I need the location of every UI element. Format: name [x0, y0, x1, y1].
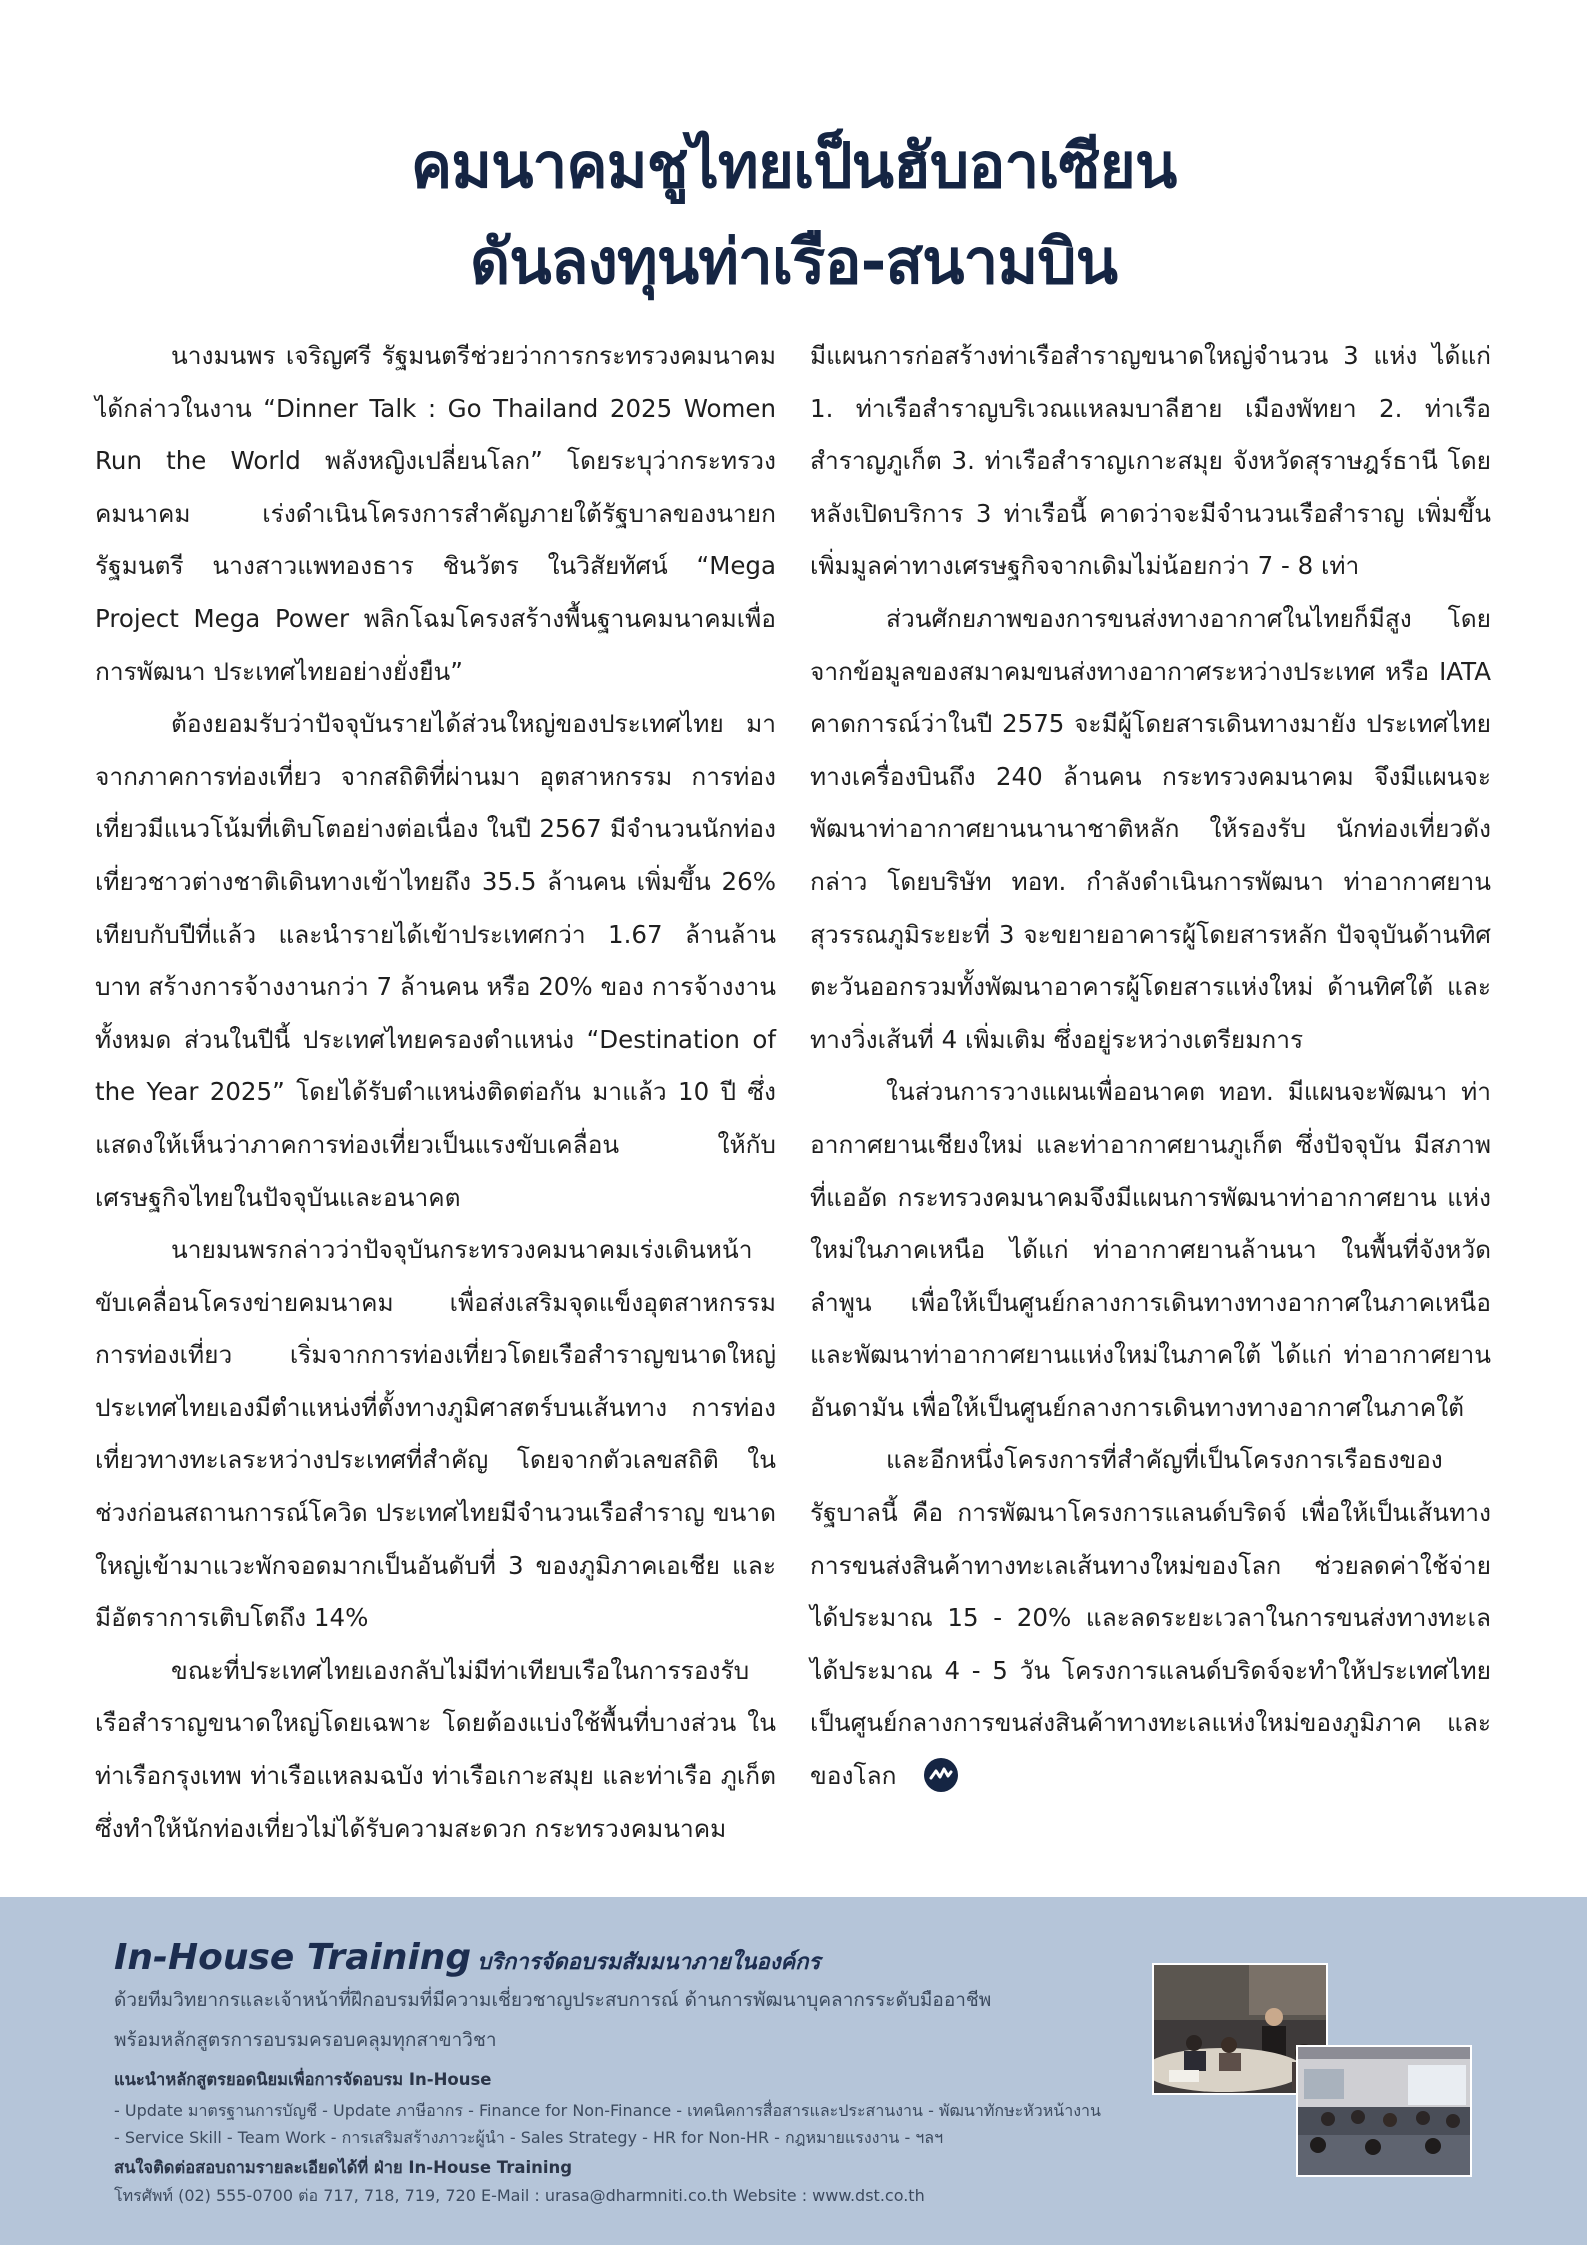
paragraph: มีแผนการก่อสร้างท่าเรือสำราญขนาดใหญ่จำนวน 3 แห่ง ได้แก่ 1. ท่าเรือสำราญบริเวณแหลมบาลีฮาย เมืองพัทยา 2. ท่าเรือ สำราญภูเก็ต 3. ท่าเรือสำราญเกาะสมุย จังหวัดสุราษฎร์ธานี โดยหลังเปิดบริการ 3 ท่าเรือนี้ คาดว่าจะมีจำนวนเรือสำราญ เพิ่มขึ้น เพิ่มมูลค่าทางเศรษฐกิจจากเดิมไม่น้อยกว่า 7 - 8 เท่า [810, 341, 1491, 581]
ad-line-1: ด้วยทีมวิทยากรและเจ้าหน้าที่ฝึกอบรมที่มีความเชี่ยวชาญประสบการณ์ ด้านการพัฒนาบุคลากรระดับมืออาชีพ [114, 1989, 992, 2011]
paragraph: นายมนพรกล่าวว่าปัจจุบันกระทรวงคมนาคมเร่งเดินหน้า ขับเคลื่อนโครงข่ายคมนาคม เพื่อส่งเสริมจุดแข็งอุตสาหกรรม การท่องเที่ยว เริ่มจากการท่องเที่ยวโดยเรือสำราญขนาดใหญ่ ประเทศไทยเองมีตำแหน่งที่ตั้งทางภูมิศาสตร์บนเส้นทาง การท่องเที่ยวทางทะเลระหว่างประเทศที่สำคัญ โดยจากตัวเลขสถิติ ในช่วงก่อนสถานการณ์โควิด ประเทศไทยมีจำนวนเรือสำราญ ขนาดใหญ่เข้ามาแวะพักจอดมากเป็นอันดับที่ 3 ของภูมิภาคเอเชีย และมีอัตราการเติบโตถึง 14% [95, 1235, 776, 1633]
ad-contact-info: โทรศัพท์ (02) 555-0700 ต่อ 717, 718, 719, 720 E-Mail : urasa@dharmniti.co.th Website : www.dst.co.th [114, 2186, 925, 2205]
ad-line-2: พร้อมหลักสูตรการอบรมครอบคลุมทุกสาขาวิชา [114, 2029, 497, 2051]
ad-brand: In-House Training [114, 1937, 472, 1978]
paragraph: ในส่วนการวางแผนเพื่ออนาคต ทอท. มีแผนจะพัฒนา ท่าอากาศยานเชียงใหม่ และท่าอากาศยานภูเก็ต ซึ่งปัจจุบัน มีสภาพที่แออัด กระทรวงคมนาคมจึงมีแผนการพัฒนาท่าอากาศยาน แห่งใหม่ในภาคเหนือ ได้แก่ ท่าอากาศยานล้านนา ในพื้นที่จังหวัด ลำพูน เพื่อให้เป็นศูนย์กลางการเดินทางทางอากาศในภาคเหนือ และพัฒนาท่าอากาศยานแห่งใหม่ในภาคใต้ ได้แก่ ท่าอากาศยาน อันดามัน เพื่อให้เป็นศูนย์กลางการเดินทางทางอากาศในภาคใต้ [810, 1077, 1491, 1422]
article-title [0, 118, 1587, 310]
paragraph: ต้องยอมรับว่าปัจจุบันรายได้ส่วนใหญ่ของประเทศไทย มาจากภาคการท่องเที่ยว จากสถิติที่ผ่านมา อุตสาหกรรม การท่องเที่ยวมีแนวโน้มที่เติบโตอย่างต่อเนื่อง ในปี 2567 มีจำนวนนักท่องเที่ยวชาวต่างชาติเดินทางเข้าไทยถึง 35.5 ล้านคน เพิ่มขึ้น 26% เทียบกับปีที่แล้ว และนำรายได้เข้าประเทศกว่า 1.67 ล้านล้านบาท สร้างการจ้างงานกว่า 7 ล้านคน หรือ 20% ของ การจ้างงานทั้งหมด ส่วนในปีนี้ ประเทศไทยครองตำแหน่ง “Destination of the Year 2025” โดยได้รับตำแหน่งติดต่อกัน มาแล้ว 10 ปี ซึ่งแสดงให้เห็นว่าภาคการท่องเที่ยวเป็นแรงขับเคลื่อน ให้กับเศรษฐกิจไทยในปัจจุบันและอนาคต [95, 709, 776, 1212]
ad-course-list-1: - Update มาตรฐานการบัญชี - Update ภาษีอากร - Finance for Non-Finance - เทคนิคการสื่อสารและประสานงาน - พัฒนาทักษะหัวหน้างาน [114, 2101, 1101, 2120]
seminar-room-photo [1296, 2045, 1472, 2177]
magazine-end-logo-icon [924, 1758, 958, 1792]
ad-course-list-2: - Service Skill - Team Work - การเสริมสร้างภาวะผู้นำ - Sales Strategy - HR for Non-HR - กฎหมายแรงงาน - ฯลฯ [114, 2128, 944, 2147]
ad-title [114, 1937, 820, 1979]
article-title-line-2: ดันลงทุนท่าเรือ-สนามบิน [470, 225, 1117, 298]
ad-brand-subtitle: บริการจัดอบรมสัมมนาภายในองค์กร [477, 1950, 821, 1975]
ad-contact-heading: สนใจติดต่อสอบถามรายละเอียดได้ที่ ฝ่าย In-House Training [114, 2158, 573, 2177]
right-column [810, 330, 1491, 1855]
paragraph-text: และอีกหนึ่งโครงการที่สำคัญที่เป็นโครงการเรือธงของ รัฐบาลนี้ คือ การพัฒนาโครงการแลนด์บริดจ์ เพื่อให้เป็นเส้นทาง การขนส่งสินค้าทางทะเลเส้นทางใหม่ของโลก ช่วยลดค่าใช้จ่าย ได้ประมาณ 15 - 20% และลดระยะเวลาในการขนส่งทางทะเล ได้ประมาณ 4 - 5 วัน โครงการแลนด์บริดจ์จะทำให้ประเทศไทย เป็นศูนย์กลางการขนส่งสินค้าทางทะเลแห่งใหม่ของภูมิภาค และของโลก [810, 1445, 1491, 1791]
paragraph: ส่วนศักยภาพของการขนส่งทางอากาศในไทยก็มีสูง โดยจากข้อมูลของสมาคมขนส่งทางอากาศระหว่างประเทศ หรือ IATA คาดการณ์ว่าในปี 2575 จะมีผู้โดยสารเดินทางมายัง ประเทศไทยทางเครื่องบินถึง 240 ล้านคน กระทรวงคมนาคม จึงมีแผนจะพัฒนาท่าอากาศยานนานาชาติหลัก ให้รองรับ นักท่องเที่ยวดังกล่าว โดยบริษัท ทอท. กำลังดำเนินการพัฒนา ท่าอากาศยานสุวรรณภูมิระยะที่ 3 จะขยายอาคารผู้โดยสารหลัก ปัจจุบันด้านทิศตะวันออกรวมทั้งพัฒนาอาคารผู้โดยสารแห่งใหม่ ด้านทิศใต้ และทางวิ่งเส้นที่ 4 เพิ่มเติม ซึ่งอยู่ระหว่างเตรียมการ [810, 603, 1491, 1054]
paragraph: นางมนพร เจริญศรี รัฐมนตรีช่วยว่าการกระทรวงคมนาคม ได้กล่าวในงาน “Dinner Talk : Go Thailand 2025 Women Run the World พลังหญิงเปลี่ยนโลก” โดยระบุว่ากระทรวงคมนาคม เร่งดำเนินโครงการสำคัญภายใต้รัฐบาลของนายกรัฐมนตรี นางสาวแพทองธาร ชินวัตร ในวิสัยทัศน์ “Mega Project Mega Power พลิกโฉมโครงสร้างพื้นฐานคมนาคมเพื่อการพัฒนา ประเทศไทยอย่างยั่งยืน” [95, 341, 776, 686]
left-column [95, 330, 776, 1855]
in-house-training-ad [0, 1897, 1587, 2245]
article-title-line-1: คมนาคมชูไทยเป็นฮับอาเซียน [410, 129, 1177, 202]
paragraph [810, 1434, 1491, 1802]
paragraph: ขณะที่ประเทศไทยเองกลับไม่มีท่าเทียบเรือในการรองรับ เรือสำราญขนาดใหญ่โดยเฉพาะ โดยต้องแบ่งใช้พื้นที่บางส่วน ในท่าเรือกรุงเทพ ท่าเรือแหลมฉบัง ท่าเรือเกาะสมุย และท่าเรือ ภูเก็ต ซึ่งทำให้นักท่องเที่ยวไม่ได้รับความสะดวก กระทรวงคมนาคม [95, 1655, 776, 1843]
ad-course-heading: แนะนำหลักสูตรยอดนิยมเพื่อการจัดอบรม In-House [114, 2070, 492, 2089]
article-body [95, 330, 1491, 1855]
